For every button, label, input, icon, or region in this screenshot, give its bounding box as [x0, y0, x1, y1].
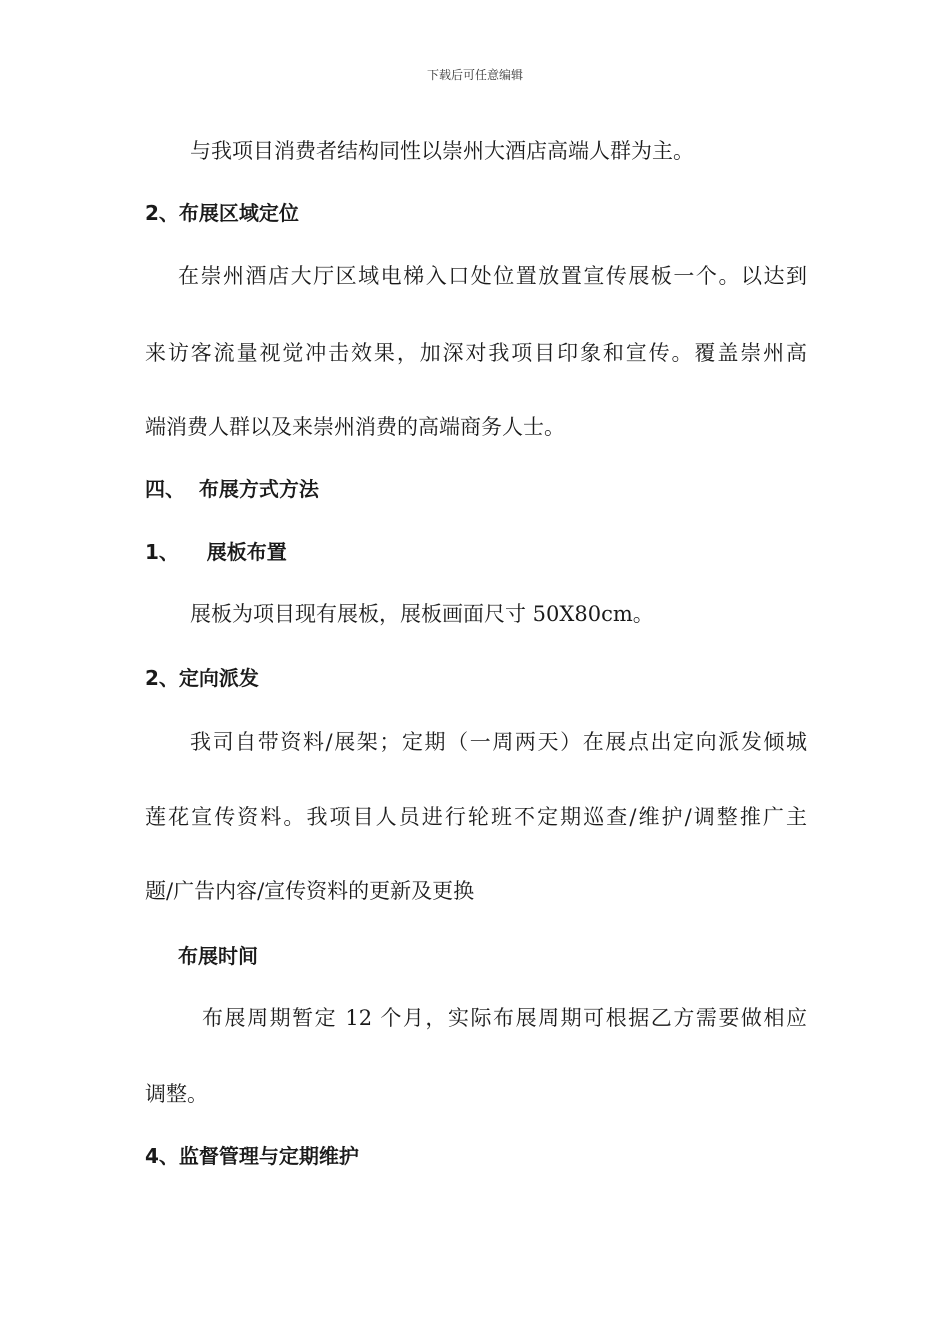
paragraph-line: 与我项目消费者结构同性以崇州大酒店高端人群为主。 — [190, 139, 694, 163]
paragraph-line: 莲花宣传资料。我项目人员进行轮班不定期巡查/维护/调整推广主 — [145, 805, 807, 829]
paragraph-line: 调整。 — [145, 1082, 208, 1106]
paragraph-line: 布展周期暂定 12 个月，实际布展周期可根据乙方需要做相应 — [202, 1006, 807, 1030]
section-heading: 2、布展区域定位 — [145, 201, 299, 225]
paragraph-line: 题/广告内容/宣传资料的更新及更换 — [145, 879, 475, 903]
page-header: 下载后可任意编辑 — [426, 68, 523, 82]
paragraph-line: 端消费人群以及来崇州消费的高端商务人士。 — [145, 415, 565, 439]
paragraph-line: 展板为项目现有展板，展板画面尺寸 50X80cm。 — [190, 602, 654, 626]
section-heading: 2、定向派发 — [145, 666, 259, 690]
section-heading: 布展时间 — [178, 944, 258, 968]
paragraph-line: 我司自带资料/展架；定期（一周两天）在展点出定向派发倾城 — [190, 730, 807, 754]
paragraph-line: 在崇州酒店大厅区域电梯入口处位置放置宣传展板一个。以达到 — [178, 264, 807, 288]
paragraph-line: 来访客流量视觉冲击效果，加深对我项目印象和宣传。覆盖崇州高 — [145, 341, 807, 365]
section-heading: 四、 布展方式方法 — [145, 477, 319, 501]
section-heading: 1、 展板布置 — [145, 540, 287, 564]
section-heading: 4、监督管理与定期维护 — [145, 1144, 359, 1168]
